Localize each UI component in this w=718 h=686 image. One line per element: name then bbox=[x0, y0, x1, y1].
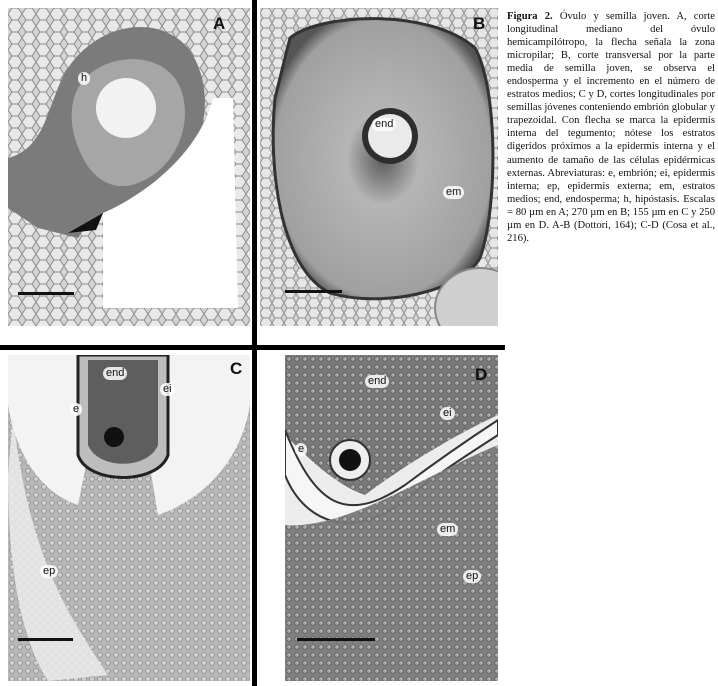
panel-c-micrograph bbox=[8, 355, 250, 681]
panel-b bbox=[260, 8, 498, 326]
panel-a-micrograph bbox=[8, 8, 250, 326]
panel-b-micrograph bbox=[260, 8, 498, 326]
label-em: em bbox=[443, 186, 464, 199]
divider-vertical bbox=[252, 0, 257, 686]
label-em: em bbox=[437, 523, 458, 536]
label-ei: ei bbox=[160, 383, 175, 396]
scale-bar-a bbox=[18, 292, 74, 295]
label-end: end bbox=[372, 118, 396, 131]
panel-c-letter: C bbox=[230, 359, 243, 378]
figure-caption bbox=[507, 10, 715, 245]
panel-d-letter: D bbox=[475, 365, 488, 384]
divider-horizontal bbox=[0, 345, 505, 350]
panel-c bbox=[8, 355, 250, 681]
scale-bar-b bbox=[285, 290, 342, 293]
panel-d-micrograph bbox=[285, 355, 498, 681]
label-h: h bbox=[78, 72, 90, 85]
panel-a-letter: A bbox=[213, 14, 226, 33]
caption-body: Óvulo y semilla joven. A, corte longitudinal mediano del óvulo hemicampilótropo, la flecha señala la zona micropilar; B, corte transversal por la parte media de semilla joven, se observa el endosperma y el incremento en el número de estratos medios; C y D, cortes longitudinales por semillas jóvenes conteniendo embrión globular y trapezoidal. Con flecha se marca la epidermis interna del tegumento; nótese los estratos digeridos próximos a la epidermis interna y el aumento de tamaño de las células epidérmicas externas. Abreviaturas: e, embrión; ei, epidermis interna; ep, epidermis externa; em, estratos medios; end, endosperma; h, hipóstasis. Escalas = 80 µm en A; 270 µm en B; 155 µm en C y 250 µm en D. A-B (Dottori, 164); C-D (Cosa et al., 216). bbox=[507, 11, 716, 244]
label-end: end bbox=[365, 375, 389, 388]
panel-d bbox=[285, 355, 498, 681]
label-ep: ep bbox=[463, 570, 481, 583]
scale-bar-c bbox=[18, 638, 73, 641]
label-end: end bbox=[103, 367, 127, 380]
label-e: e bbox=[295, 443, 307, 456]
label-e: e bbox=[70, 403, 82, 416]
scale-bar-d bbox=[297, 638, 375, 641]
panel-b-letter: B bbox=[473, 14, 486, 33]
label-ei: ei bbox=[440, 407, 455, 420]
caption-title: Figura 2. bbox=[507, 11, 553, 22]
panel-a bbox=[8, 8, 250, 326]
label-ep: ep bbox=[40, 565, 58, 578]
